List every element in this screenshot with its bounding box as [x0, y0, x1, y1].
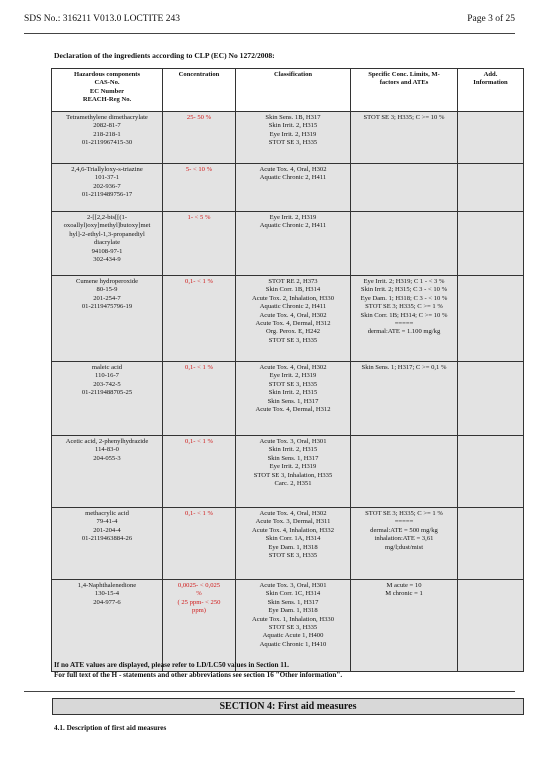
- table-row: [52, 212, 524, 276]
- cell-line: Skin Irrit. 2, H315: [268, 446, 318, 454]
- cell-concentration: [163, 164, 236, 212]
- section-4-heading: SECTION 4: First aid measures: [52, 698, 524, 715]
- footnote-ate: If no ATE values are displayed, please refer to LD/LC50 values in Section 11.: [54, 661, 289, 669]
- column-header-line: Classification: [273, 71, 313, 78]
- page-number: Page 3 of 25: [467, 14, 515, 24]
- cell-concentration: [163, 276, 236, 362]
- cell-info: [458, 580, 524, 672]
- cell-classification: [236, 362, 351, 436]
- cell-component: [52, 164, 163, 212]
- table-row: [52, 580, 524, 672]
- cell-line: 01-2119463884-26: [81, 535, 133, 543]
- cell-limits: [351, 362, 458, 436]
- column-header-concentration: [163, 69, 236, 112]
- cell-info: [458, 276, 524, 362]
- cell-line: 218-218-1: [93, 130, 121, 138]
- cell-line: =====: [394, 320, 414, 328]
- cell-line: STOT SE 3, H335: [268, 139, 318, 147]
- cell-line: 201-204-4: [93, 526, 121, 534]
- cell-line: Aquatic Chronic 1, H410: [259, 640, 327, 648]
- cell-line: Carc. 2, H351: [274, 480, 312, 488]
- column-header-classification: [236, 69, 351, 112]
- cell-line: 01-2119489756-17: [81, 191, 133, 199]
- cell-line: STOT SE 3, H335: [268, 624, 318, 632]
- cell-line: Eye Irrit. 2, H319: [269, 463, 317, 471]
- cell-info: [458, 508, 524, 580]
- cell-line: Eye Irrit. 2, H319: [269, 214, 317, 221]
- cell-concentration: [163, 436, 236, 508]
- cell-classification: [236, 508, 351, 580]
- cell-line: 114-83-0: [95, 446, 119, 454]
- column-header-line: Hazardous components: [73, 71, 141, 78]
- cell-line: 01-2119967415-30: [81, 139, 133, 147]
- cell-classification: [236, 436, 351, 508]
- cell-classification: [236, 580, 351, 672]
- cell-line: Skin Corr. 1A, H314: [265, 535, 321, 543]
- cell-classification: [236, 276, 351, 362]
- cell-line: Eye Irrit. 2, H319: [269, 372, 317, 380]
- cell-line: Acute Tox. 4, Oral, H302: [259, 166, 327, 173]
- cell-limits: [351, 276, 458, 362]
- cell-line: 101-37-1: [94, 174, 120, 182]
- cell-concentration: [163, 508, 236, 580]
- cell-line: Acetic acid, 2-phenylhydrazide: [65, 438, 149, 445]
- column-header-component: [52, 69, 163, 112]
- column-header-line: Add.: [483, 71, 498, 78]
- cell-line: dermal:ATE = 1.100 mg/kg: [367, 328, 441, 336]
- cell-line: STOT SE 3, H335: [268, 552, 318, 560]
- cell-line: Acute Tox. 4, Dermal, H312: [255, 320, 331, 328]
- cell-line: STOT RE 2, H373: [268, 278, 318, 285]
- cell-line: 25- 50 %: [186, 114, 212, 121]
- cell-line: Acute Tox. 2, Inhalation, H330: [251, 294, 334, 302]
- column-header-info: [458, 69, 524, 112]
- cell-line: Skin Corr. 1B; H314; C >= 10 %: [360, 311, 448, 319]
- cell-line: M chronic = 1: [385, 590, 423, 598]
- column-header-line: Concentration: [178, 71, 220, 78]
- table-header-row: [52, 69, 524, 112]
- cell-line: hyl]-2-ethyl-1,3-propanediyl: [69, 230, 145, 238]
- cell-line: 2,4,6-Triallyloxy-s-triazine: [71, 166, 143, 173]
- cell-info: [458, 112, 524, 164]
- cell-line: 80-15-9: [96, 286, 118, 294]
- cell-line: 0,1- < 1 %: [185, 438, 213, 445]
- cell-concentration: [163, 112, 236, 164]
- cell-line: Eye Dam. 1, H318: [268, 607, 318, 615]
- cell-line: Eye Irrit. 2, H319: [269, 130, 317, 138]
- cell-line: STOT SE 3, H335: [268, 336, 318, 344]
- cell-limits: [351, 508, 458, 580]
- sds-identifier: SDS No.: 316211 V013.0 LOCTITE 243: [24, 14, 180, 24]
- page-header: [24, 14, 515, 28]
- table-row: [52, 436, 524, 508]
- cell-line: STOT SE 3; H335; C >= 1 %: [365, 510, 443, 517]
- header-rule: [24, 33, 515, 34]
- column-header-line: factors and ATEs: [379, 79, 429, 87]
- column-header-line: REACH-Reg No.: [82, 96, 132, 104]
- cell-line: Acute Tox. 4, Oral, H302: [259, 510, 327, 517]
- cell-component: [52, 112, 163, 164]
- cell-line: 204-977-6: [93, 598, 121, 606]
- cell-concentration: [163, 580, 236, 672]
- column-header-line: Information: [473, 79, 508, 87]
- cell-line: Skin Irrit. 2, H315: [268, 389, 318, 397]
- cell-line: 0,0025- < 0,025: [177, 582, 221, 589]
- cell-component: [52, 508, 163, 580]
- cell-line: diacrylate: [94, 239, 120, 247]
- cell-line: Acute Tox. 3, Oral, H301: [259, 582, 327, 589]
- cell-line: 0,1- < 1 %: [185, 364, 213, 371]
- cell-line: 01-2119488705-25: [81, 389, 133, 397]
- cell-line: Acute Tox. 3, Oral, H301: [259, 438, 327, 445]
- cell-limits: [351, 164, 458, 212]
- cell-line: Aquatic Acute 1, H400: [262, 632, 324, 640]
- cell-line: Acute Tox. 4, Oral, H302: [259, 311, 327, 319]
- cell-line: mg/l;dust/mist: [384, 543, 424, 551]
- cell-line: Acute Tox. 4, Oral, H302: [259, 364, 327, 371]
- cell-limits: [351, 580, 458, 672]
- cell-line: methacrylic acid: [85, 510, 129, 517]
- cell-line: 79-41-4: [96, 518, 118, 526]
- cell-component: [52, 212, 163, 276]
- cell-line: 2-[[2,2-bis[[(1-: [86, 214, 128, 221]
- table-row: [52, 362, 524, 436]
- cell-line: Aquatic Chronic 2, H411: [259, 222, 327, 230]
- cell-line: 110-16-7: [95, 372, 119, 380]
- cell-line: Skin Corr. 1C, H314: [265, 590, 321, 598]
- section-rule: [24, 691, 515, 692]
- cell-line: 201-254-7: [93, 294, 121, 302]
- cell-line: 5- < 10 %: [185, 166, 213, 173]
- cell-line: 01-2119475796-19: [81, 303, 133, 311]
- cell-limits: [351, 112, 458, 164]
- cell-line: Aquatic Chronic 2, H411: [259, 303, 327, 311]
- cell-line: Skin Sens. 1, H317: [267, 598, 319, 606]
- cell-line: Acute Tox. 1, Inhalation, H330: [251, 615, 334, 623]
- table-row: [52, 112, 524, 164]
- cell-line: %: [196, 590, 202, 598]
- ingredients-table: [51, 68, 524, 672]
- cell-classification: [236, 112, 351, 164]
- cell-line: Acute Tox. 3, Dermal, H311: [255, 518, 331, 526]
- cell-info: [458, 362, 524, 436]
- column-header-line: CAS-No.: [94, 79, 120, 87]
- footnote-h-statements: For full text of the H - statements and other abbreviations see section 16 "Other information".: [54, 671, 343, 679]
- table-row: [52, 508, 524, 580]
- cell-line: 302-434-9: [93, 256, 121, 264]
- cell-line: dermal:ATE = 500 mg/kg: [370, 526, 438, 534]
- cell-line: 0,1- < 1 %: [185, 510, 213, 517]
- table-row: [52, 164, 524, 212]
- cell-line: 94108-97-1: [91, 247, 123, 255]
- cell-line: Skin Irrit. 2, H315: [268, 122, 318, 130]
- cell-info: [458, 212, 524, 276]
- cell-line: 204-055-3: [93, 454, 121, 462]
- cell-line: =====: [394, 518, 414, 526]
- cell-line: inhalation:ATE = 3,61: [374, 535, 434, 543]
- cell-limits: [351, 212, 458, 276]
- cell-component: [52, 276, 163, 362]
- cell-line: Org. Perox. E, H242: [265, 328, 321, 336]
- cell-line: ( 25 ppm- < 250: [177, 598, 221, 606]
- cell-line: 1,4-Naphthalenedione: [77, 582, 137, 589]
- cell-component: [52, 436, 163, 508]
- cell-line: oxoallyl)oxy]methyl]butoxy]met: [63, 222, 151, 230]
- cell-component: [52, 362, 163, 436]
- cell-concentration: [163, 212, 236, 276]
- cell-limits: [351, 436, 458, 508]
- cell-line: 1- < 5 %: [187, 214, 211, 221]
- cell-line: Cumene hydroperoxide: [75, 278, 139, 285]
- cell-info: [458, 164, 524, 212]
- table-row: [52, 276, 524, 362]
- cell-line: Tetramethylene dimethacrylate: [66, 114, 148, 121]
- cell-line: M acute = 10: [386, 582, 422, 589]
- cell-line: Eye Dam. 1, H318: [268, 543, 318, 551]
- cell-line: Eye Irrit. 2; H319; C 1 - < 3 %: [363, 278, 445, 285]
- cell-component: [52, 580, 163, 672]
- cell-line: 130-15-4: [94, 590, 120, 598]
- cell-line: Skin Sens. 1, H317: [267, 397, 319, 405]
- subsection-4-1-heading: 4.1. Description of first aid measures: [54, 724, 167, 732]
- cell-line: 2082-81-7: [93, 122, 121, 130]
- cell-line: Skin Irrit. 2; H315; C 3 - < 10 %: [360, 286, 448, 294]
- cell-classification: [236, 164, 351, 212]
- declaration-heading: Declaration of the ingredients according to CLP (EC) No 1272/2008:: [54, 51, 275, 60]
- cell-concentration: [163, 362, 236, 436]
- cell-line: Acute Tox. 4, Dermal, H312: [255, 406, 331, 414]
- cell-line: STOT SE 3, H335: [268, 380, 318, 388]
- cell-line: Aquatic Chronic 2, H411: [259, 174, 327, 182]
- cell-line: maleic acid: [91, 364, 123, 371]
- cell-line: STOT SE 3; H335; C >= 10 %: [363, 114, 445, 121]
- cell-line: Skin Sens. 1; H317; C >= 0,1 %: [361, 364, 447, 371]
- table-body: [52, 112, 524, 672]
- cell-line: 203-742-5: [93, 380, 121, 388]
- cell-line: Skin Corr. 1B, H314: [265, 286, 321, 294]
- column-header-line: Specific Conc. Limits, M-: [368, 71, 440, 78]
- cell-line: Skin Sens. 1, H317: [267, 454, 319, 462]
- cell-line: STOT SE 3; H335; C >= 1 %: [365, 303, 443, 311]
- cell-line: STOT SE 3, Inhalation, H335: [253, 471, 333, 479]
- column-header-line: EC Number: [89, 87, 125, 95]
- cell-line: Acute Tox. 4, Inhalation, H332: [251, 526, 334, 534]
- cell-line: Eye Dam. 1; H318; C 3 - < 10 %: [360, 294, 448, 302]
- cell-classification: [236, 212, 351, 276]
- cell-line: 202-936-7: [93, 182, 121, 190]
- cell-info: [458, 436, 524, 508]
- cell-line: 0,1- < 1 %: [185, 278, 213, 285]
- cell-line: ppm): [192, 607, 206, 615]
- cell-line: Skin Sens. 1B, H317: [265, 114, 321, 121]
- column-header-limits: [351, 69, 458, 112]
